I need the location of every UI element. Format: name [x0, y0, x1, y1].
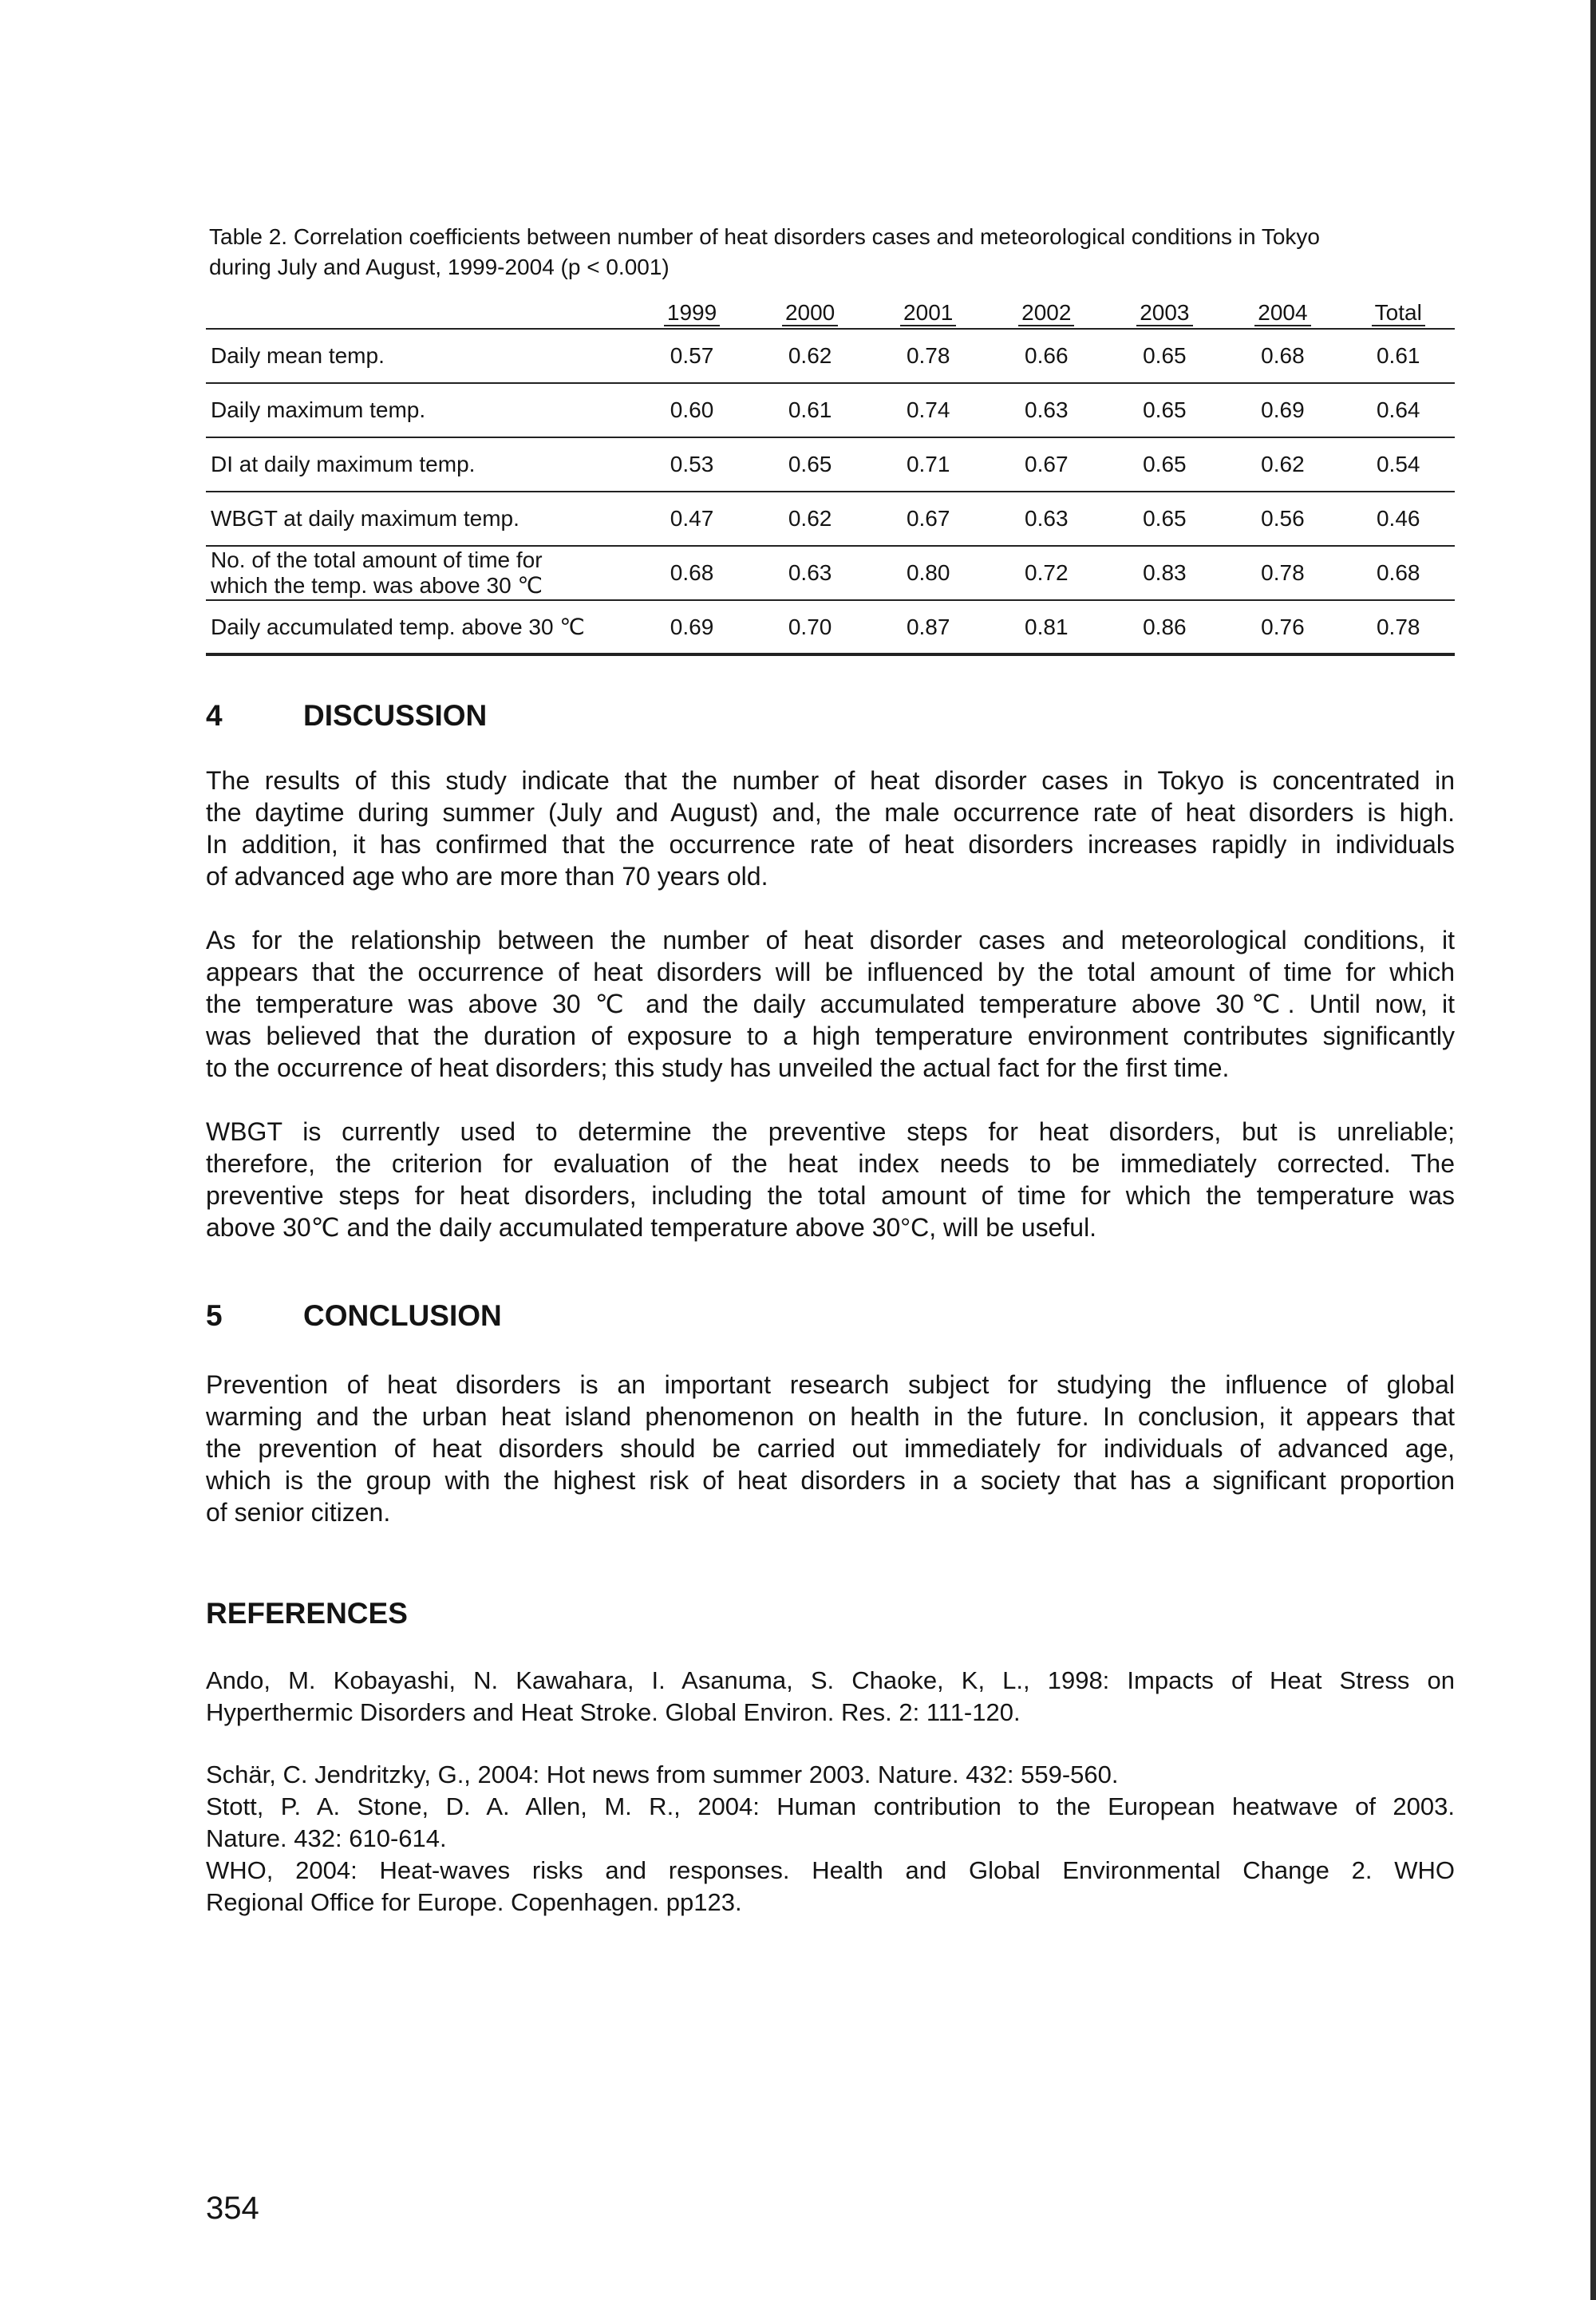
text-line: warming and the urban heat island phenomenon on health in the future. In conclusion, it appears that: [206, 1402, 1455, 1431]
table-cell: 0.60: [670, 397, 714, 422]
table-row: [206, 492, 1455, 546]
text-line: therefore, the criterion for evaluation of the heat index needs to be immediately corrected. The: [206, 1149, 1455, 1178]
header-total: Total: [1372, 301, 1425, 326]
table-header-cell: [987, 299, 1105, 329]
row-label: DI at daily maximum temp.: [211, 452, 476, 476]
table-cell: 0.63: [1025, 506, 1069, 531]
table-header-cell: [1341, 299, 1455, 329]
text-line: The results of this study indicate that the number of heat disorder cases in Tokyo is concentrated in: [206, 766, 1455, 795]
table-cell: 0.66: [1025, 343, 1069, 368]
table-cell: 0.68: [1376, 560, 1420, 585]
text-line: the prevention of heat disorders should be carried out immediately for individuals of advanced age,: [206, 1434, 1455, 1463]
table-cell: 0.69: [670, 614, 714, 639]
table-cell: 0.62: [1261, 452, 1305, 476]
header-year-1999: 1999: [664, 301, 720, 326]
table-cell: 0.74: [906, 397, 950, 422]
page-edge-shadow: [1590, 0, 1596, 2300]
section-number: 4: [206, 699, 223, 732]
table-cell: 0.68: [1261, 343, 1305, 368]
table-header-cell: [869, 299, 987, 329]
table-cell: 0.67: [906, 506, 950, 531]
discussion-heading: [206, 699, 487, 733]
table-caption: [209, 222, 1454, 283]
table-header-cell: [1105, 299, 1223, 329]
table-cell: 0.78: [1376, 614, 1420, 639]
text-line: preventive steps for heat disorders, including the total amount of time for which the temperature was: [206, 1181, 1455, 1210]
section-number: 5: [206, 1299, 223, 1332]
text-line: appears that the occurrence of heat disorders will be influenced by the total amount of time for which: [206, 958, 1455, 986]
text-line: As for the relationship between the number of heat disorder cases and meteorological conditions, it: [206, 926, 1455, 954]
table-cell: 0.53: [670, 452, 714, 476]
row-label: Daily mean temp.: [211, 343, 385, 368]
table-cell: 0.63: [788, 560, 832, 585]
text-line: the temperature was above 30 ℃ and the daily accumulated temperature above 30℃. Until now, it: [206, 990, 1456, 1018]
reference-item: [206, 1759, 1455, 1791]
header-year-2000: 2000: [782, 301, 838, 326]
references-heading: [206, 1597, 408, 1630]
text-line: WHO, 2004: Heat-waves risks and responses. Health and Global Environmental Change 2. WHO: [206, 1856, 1455, 1884]
reference-item: [206, 1791, 1455, 1855]
table-cell: 0.61: [1376, 343, 1420, 368]
table-cell: 0.69: [1261, 397, 1305, 422]
table-cell: 0.57: [670, 343, 714, 368]
table-cell: 0.78: [1261, 560, 1305, 585]
table-cell: 0.70: [788, 614, 832, 639]
text-line: Ando, M. Kobayashi, N. Kawahara, I. Asanuma, S. Chaoke, K, L., 1998: Impacts of Heat Stress on: [206, 1666, 1455, 1694]
table-header-cell: [751, 299, 869, 329]
table-cell: 0.61: [788, 397, 832, 422]
table-cell: 0.76: [1261, 614, 1305, 639]
table-cell: 0.62: [788, 506, 832, 531]
correlation-table: [206, 299, 1455, 656]
row-label-line: No. of the total amount of time for: [211, 547, 543, 572]
table-row: [206, 329, 1455, 383]
table-row: [206, 600, 1455, 654]
table-cell: 0.65: [788, 452, 832, 476]
text-line: which is the group with the highest risk of heat disorders in a society that has a significant proportion: [206, 1466, 1455, 1495]
reference-item: [206, 1855, 1455, 1919]
text-line: the daytime during summer (July and August) and, the male occurrence rate of heat disorders is high.: [206, 798, 1455, 827]
row-label: Daily maximum temp.: [211, 397, 426, 422]
text-line: Hyperthermic Disorders and Heat Stroke. Global Environ. Res. 2: 111-120.: [206, 1698, 1021, 1726]
table-cell: 0.46: [1376, 506, 1420, 531]
text-line: Nature. 432: 610-614.: [206, 1824, 447, 1852]
section-title: REFERENCES: [206, 1597, 408, 1630]
row-label: Daily accumulated temp. above 30 ℃: [211, 614, 585, 639]
text-line: In addition, it has confirmed that the occurrence rate of heat disorders increases rapidly in individuals: [206, 830, 1455, 859]
table-cell: 0.65: [1143, 506, 1187, 531]
section-title: DISCUSSION: [303, 699, 488, 732]
text-line: was believed that the duration of exposure to a high temperature environment contributes significantly: [206, 1022, 1455, 1050]
discussion-paragraph-2: [206, 924, 1455, 1084]
table-header-cell: [206, 299, 633, 329]
page-number: 354: [206, 2191, 259, 2226]
header-year-2003: 2003: [1136, 301, 1192, 326]
row-label: WBGT at daily maximum temp.: [211, 506, 519, 531]
reference-item: [206, 1665, 1455, 1729]
text-line: Schär, C. Jendritzky, G., 2004: Hot news from summer 2003. Nature. 432: 559-560.: [206, 1761, 1119, 1788]
row-label-line: which the temp. was above 30 ℃: [211, 573, 543, 598]
table-cell: 0.56: [1261, 506, 1305, 531]
table-cell: 0.54: [1376, 452, 1420, 476]
header-year-2001: 2001: [900, 301, 956, 326]
table-caption-line: during July and August, 1999-2004 (p < 0.001): [209, 255, 670, 279]
table-row: [206, 437, 1455, 492]
text-line: WBGT is currently used to determine the preventive steps for heat disorders, but is unreliable;: [206, 1117, 1455, 1146]
header-year-2002: 2002: [1018, 301, 1074, 326]
table-cell: 0.65: [1143, 397, 1187, 422]
table-cell: 0.62: [788, 343, 832, 368]
text-line: of advanced age who are more than 70 years old.: [206, 862, 768, 891]
table-cell: 0.87: [906, 614, 950, 639]
table-cell: 0.68: [670, 560, 714, 585]
table-cell: 0.71: [906, 452, 950, 476]
table-cell: 0.67: [1025, 452, 1069, 476]
table-cell: 0.65: [1143, 452, 1187, 476]
table-row: [206, 383, 1455, 437]
table-header-cell: [633, 299, 751, 329]
text-line: Prevention of heat disorders is an important research subject for studying the influence of global: [206, 1370, 1455, 1399]
discussion-paragraph-3: [206, 1116, 1455, 1243]
table-cell: 0.86: [1143, 614, 1187, 639]
table-cell: 0.81: [1025, 614, 1069, 639]
table-cell: 0.64: [1376, 397, 1420, 422]
table-cell: 0.83: [1143, 560, 1187, 585]
text-line: of senior citizen.: [206, 1498, 391, 1527]
table-header-row: [206, 299, 1455, 329]
conclusion-heading: [206, 1299, 502, 1333]
conclusion-paragraph: [206, 1369, 1455, 1528]
table-cell: 0.65: [1143, 343, 1187, 368]
section-title: CONCLUSION: [303, 1299, 502, 1332]
table-header-cell: [1223, 299, 1341, 329]
discussion-paragraph-1: [206, 765, 1455, 892]
table-cell: 0.63: [1025, 397, 1069, 422]
header-year-2004: 2004: [1254, 301, 1310, 326]
text-line: to the occurrence of heat disorders; this study has unveiled the actual fact for the first time.: [206, 1053, 1230, 1082]
table-cell: 0.72: [1025, 560, 1069, 585]
text-line: Stott, P. A. Stone, D. A. Allen, M. R., 2004: Human contribution to the European heatwave of 2003.: [206, 1792, 1455, 1820]
text-line: above 30℃ and the daily accumulated temperature above 30°C, will be useful.: [206, 1213, 1097, 1242]
table-row: [206, 546, 1455, 600]
table-cell: 0.47: [670, 506, 714, 531]
text-line: Regional Office for Europe. Copenhagen. pp123.: [206, 1888, 742, 1916]
table-cell: 0.80: [906, 560, 950, 585]
table-cell: 0.78: [906, 343, 950, 368]
row-label: [206, 546, 633, 600]
table-caption-line: Table 2. Correlation coefficients between number of heat disorders cases and meteorological conditions in Tokyo: [209, 224, 1320, 249]
